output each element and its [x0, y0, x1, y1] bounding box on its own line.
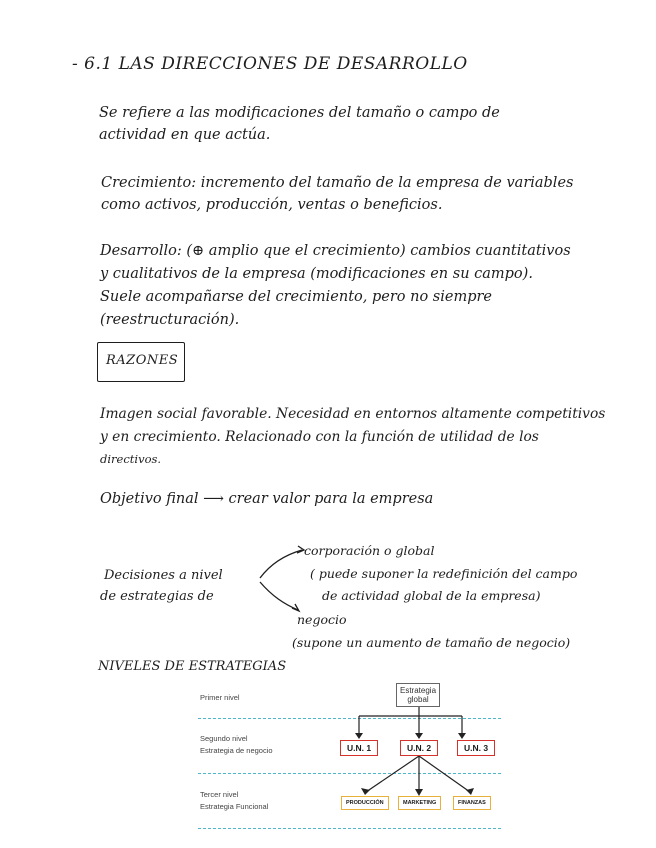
node-estrategia-global [396, 683, 440, 707]
crecimiento-line-1: Crecimiento: incremento del tamaño de la empresa de variables [101, 175, 574, 191]
desarrollo-line-4: (reestructuración). [100, 312, 240, 328]
node-un-3: U.N. 3 [457, 740, 495, 756]
level-3-sublabel: Estrategia Funcional [200, 802, 269, 811]
razones-heading: RAZONES [106, 353, 179, 368]
node-estrategia-global-line-2: global [407, 695, 429, 704]
intro-line-2: actividad en que actúa. [99, 127, 271, 143]
node-produccion: PRODUCCIÓN [341, 796, 389, 810]
branch-negocio-detail: (supone un aumento de tamaño de negocio) [292, 635, 571, 650]
razones-heading-box [97, 342, 185, 382]
node-un-2: U.N. 2 [400, 740, 438, 756]
node-estrategia-global-line-1: Estrategia [400, 686, 437, 695]
razones-line-1: Imagen social favorable. Necesidad en entornos altamente competitivos [100, 406, 606, 422]
razones-line-2: y en crecimiento. Relacionado con la función de utilidad de los [100, 429, 539, 445]
decisiones-label-1: Decisiones a nivel [104, 568, 223, 583]
branch-negocio-title: negocio [297, 612, 347, 627]
level-2-label: Segundo nivel [200, 734, 248, 743]
branch-corporativo-title: corporación o global [304, 543, 435, 558]
branch-corporativo-detail-2: de actividad global de la empresa) [322, 588, 541, 603]
razones-line-3: directivos. [100, 452, 162, 466]
section-title: - 6.1 LAS DIRECCIONES DE DESARROLLO [72, 54, 468, 74]
desarrollo-line-2: y cualitativos de la empresa (modificaciones en su campo). [100, 266, 533, 282]
node-finanzas: FINANZAS [453, 796, 491, 810]
node-un-1: U.N. 1 [340, 740, 378, 756]
level-1-label: Primer nivel [200, 693, 240, 702]
intro-line-1: Se refiere a las modificaciones del tamaño o campo de [99, 105, 500, 121]
objetivo-line: Objetivo final ⟶ crear valor para la empresa [100, 491, 434, 507]
level-3-label: Tercer nivel [200, 790, 239, 799]
desarrollo-line-1: Desarrollo: (⊕ amplio que el crecimiento) cambios cuantitativos [100, 243, 571, 259]
decision-branch-arrows [240, 540, 310, 620]
decisiones-label-2: de estrategias de [100, 589, 214, 604]
branch-corporativo-detail-1: ( puede suponer la redefinición del campo [310, 566, 578, 581]
niveles-heading: NIVELES DE ESTRATEGIAS [98, 659, 287, 674]
desarrollo-line-3: Suele acompañarse del crecimiento, pero no siempre [100, 289, 492, 305]
crecimiento-line-2: como activos, producción, ventas o beneficios. [101, 197, 443, 213]
level-separator [198, 828, 501, 829]
node-marketing: MARKETING [398, 796, 441, 810]
level-2-sublabel: Estrategia de negocio [200, 746, 273, 755]
